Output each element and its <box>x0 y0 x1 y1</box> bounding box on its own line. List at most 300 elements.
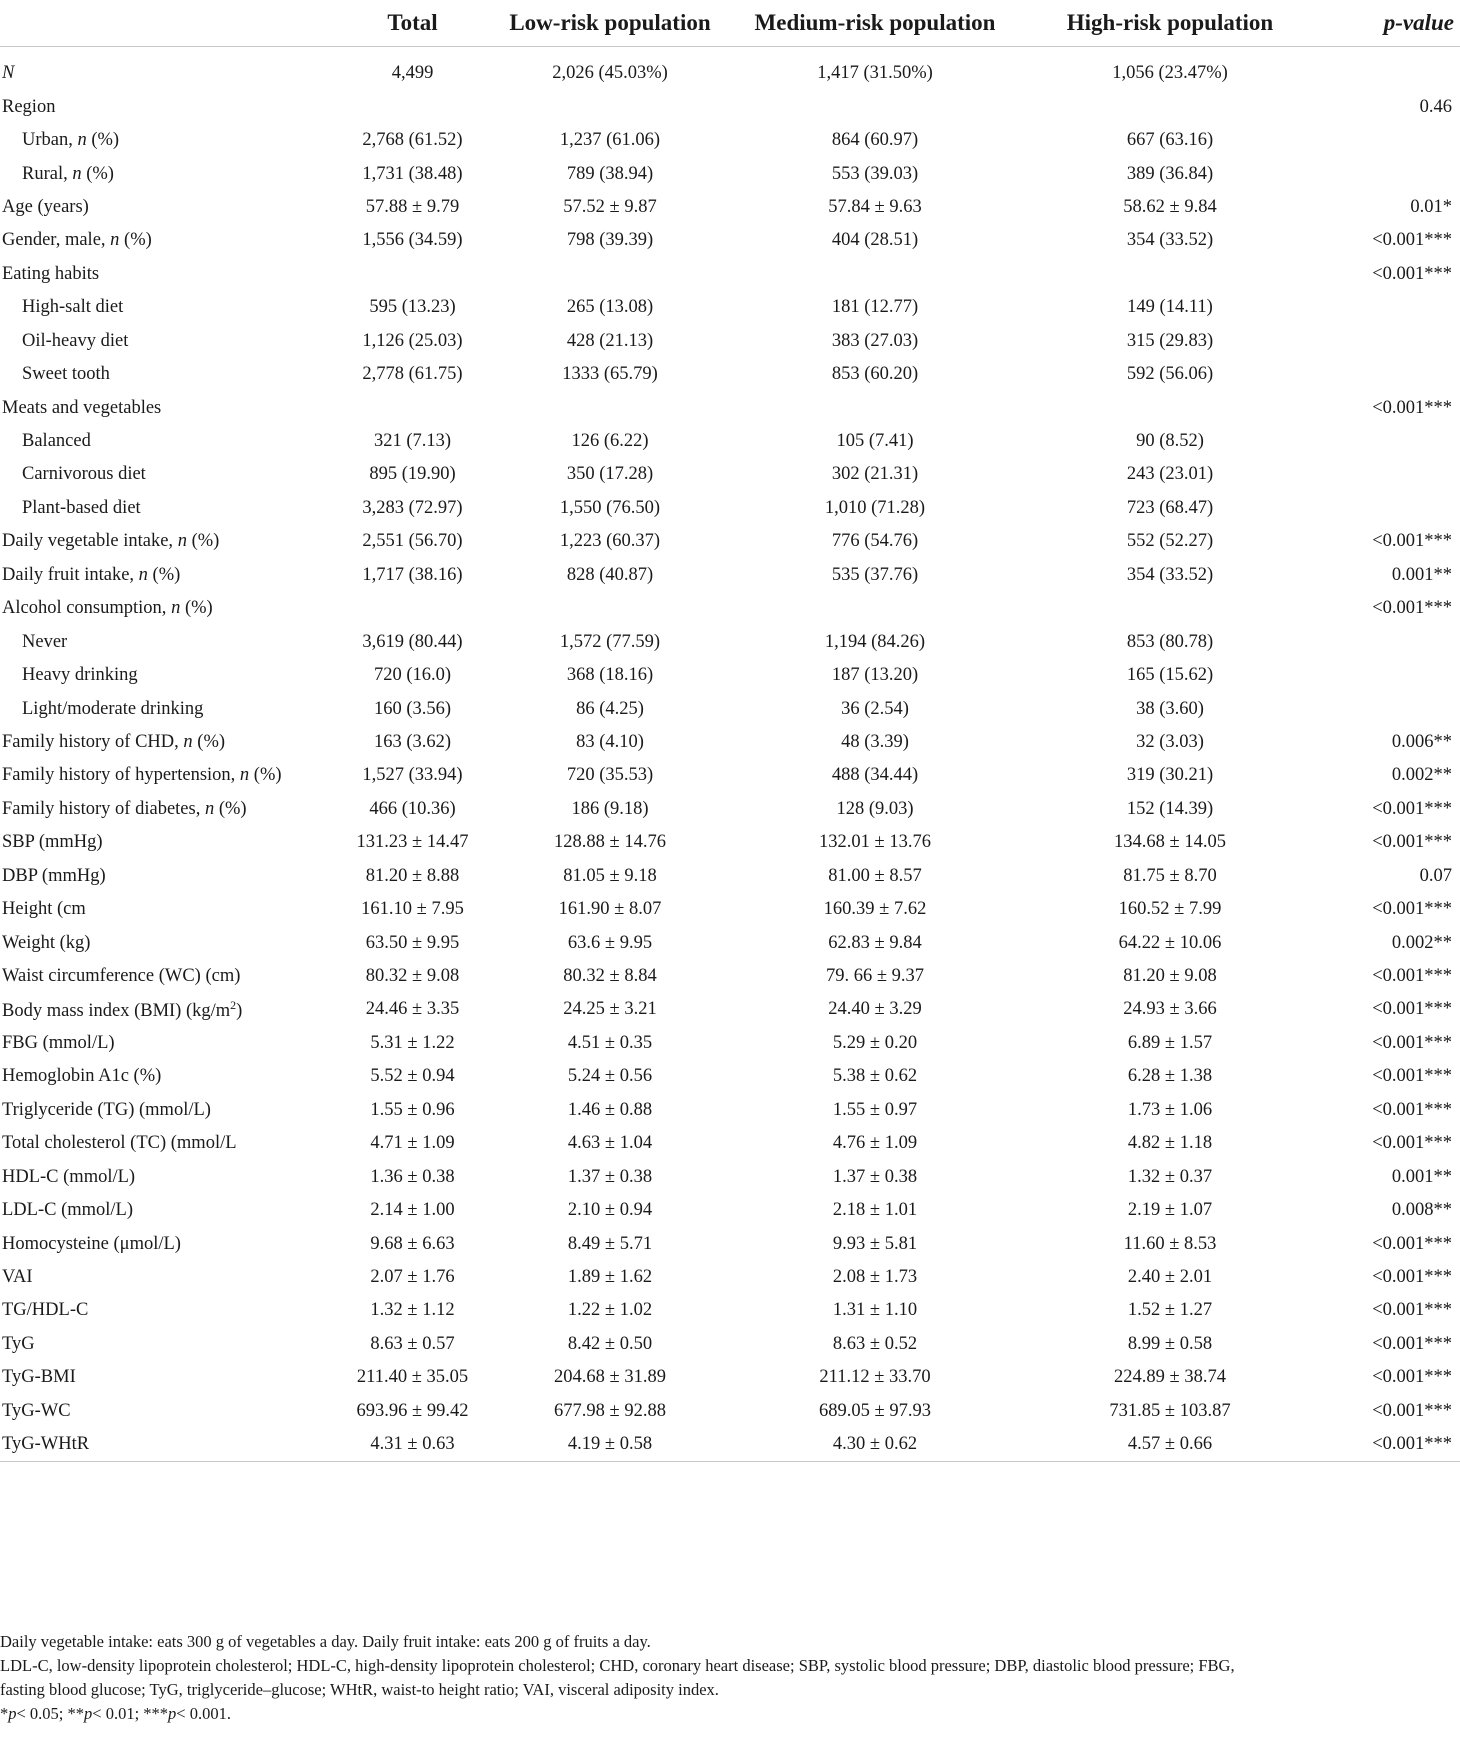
cell-low-risk: 2.10 ± 0.94 <box>567 1200 653 1221</box>
cell-p-value <box>1315 358 1460 391</box>
cell-p-value: 0.008** <box>1391 1200 1452 1221</box>
row-label: TyG-BMI <box>2 1367 76 1388</box>
cell-high-risk: 8.99 ± 0.58 <box>1127 1333 1213 1354</box>
cell-low-risk: 1,237 (61.06) <box>559 130 661 151</box>
cell-low-risk: 368 (18.16) <box>566 665 654 686</box>
cell-high-risk: 1.73 ± 1.06 <box>1127 1099 1213 1120</box>
header-label-column <box>0 0 330 47</box>
row-label: Carnivorous diet <box>22 464 146 485</box>
cell-medium-risk: 211.12 ± 33.70 <box>819 1367 931 1388</box>
table-row <box>0 659 1460 692</box>
cell-total: 2,551 (56.70) <box>362 531 463 552</box>
cell-medium-risk: 553 (39.03) <box>831 163 919 184</box>
cell-medium-risk: 36 (2.54) <box>841 698 909 719</box>
cell-medium-risk: 81.00 ± 8.57 <box>828 865 922 886</box>
row-label: Eating habits <box>2 263 100 284</box>
cell-total: 8.63 ± 0.57 <box>370 1333 455 1354</box>
cell-total: 1,717 (38.16) <box>362 564 463 585</box>
cell-total: 4.71 ± 1.09 <box>370 1133 455 1154</box>
table-row <box>0 960 1460 993</box>
cell-total <box>330 258 495 291</box>
cell-p-value: 0.002** <box>1391 932 1452 953</box>
row-label: Oil-heavy diet <box>22 330 129 351</box>
row-label: Weight (kg) <box>2 932 91 953</box>
cell-low-risk: 789 (38.94) <box>566 163 654 184</box>
table-footnotes <box>0 1630 1460 1726</box>
cell-p-value: <0.001*** <box>1372 1233 1452 1254</box>
cell-high-risk: 90 (8.52) <box>1136 431 1204 452</box>
cell-high-risk: 1.32 ± 0.37 <box>1127 1166 1213 1187</box>
table-row <box>0 1294 1460 1327</box>
cell-medium-risk: 5.29 ± 0.20 <box>832 1032 918 1053</box>
cell-total: 1,126 (25.03) <box>362 330 463 351</box>
table-row <box>0 1160 1460 1193</box>
cell-p-value: <0.001*** <box>1315 1428 1460 1462</box>
cell-p-value <box>1315 425 1460 458</box>
table-row <box>0 1027 1460 1060</box>
cell-low-risk: 4.19 ± 0.58 <box>495 1428 725 1462</box>
table-header <box>0 0 1460 47</box>
cell-total: 160 (3.56) <box>373 698 452 719</box>
cell-high-risk: 243 (23.01) <box>1126 464 1214 485</box>
header-p-value-text: p-value <box>1383 10 1454 35</box>
row-label: HDL-C (mmol/L) <box>2 1166 136 1187</box>
cell-high-risk: 354 (33.52) <box>1126 564 1214 585</box>
row-label: VAI <box>2 1266 33 1287</box>
cell-high-risk <box>1025 391 1315 424</box>
table-row <box>0 559 1460 592</box>
row-label: Light/moderate drinking <box>22 698 204 719</box>
cell-p-value <box>1315 291 1460 324</box>
row-label: N <box>2 63 15 84</box>
table-row <box>0 625 1460 658</box>
cell-low-risk: 428 (21.13) <box>566 330 654 351</box>
table-row <box>0 893 1460 926</box>
row-label: FBG (mmol/L) <box>2 1032 115 1053</box>
row-label: Rural, n (%) <box>22 163 114 184</box>
footnote-line: Daily vegetable intake: eats 300 g of vegetables a day. Daily fruit intake: eats 200 g of fruits a day. <box>0 1632 651 1651</box>
table-row <box>0 458 1460 491</box>
table-row <box>0 57 1460 90</box>
table-row <box>0 358 1460 391</box>
cell-high-risk: 354 (33.52) <box>1126 230 1214 251</box>
cell-p-value: <0.001*** <box>1372 1333 1452 1354</box>
header-p-value <box>1315 0 1460 47</box>
cell-low-risk: 57.52 ± 9.87 <box>563 196 657 217</box>
row-label: Family history of diabetes, n (%) <box>2 798 247 819</box>
cell-high-risk: 160.52 ± 7.99 <box>1118 899 1222 920</box>
cell-p-value: <0.001*** <box>1372 1032 1452 1053</box>
table-row <box>0 391 1460 424</box>
cell-total: 1,527 (33.94) <box>362 765 463 786</box>
row-label: Waist circumference (WC) (cm) <box>2 966 241 987</box>
cell-medium-risk: 4.76 ± 1.09 <box>832 1133 918 1154</box>
table-row <box>0 726 1460 759</box>
cell-high-risk: 552 (52.27) <box>1126 531 1214 552</box>
table-row <box>0 1261 1460 1294</box>
table-row <box>0 826 1460 859</box>
header-high-risk: High-risk population <box>1025 0 1315 47</box>
cell-p-value <box>1315 57 1460 90</box>
cell-p-value: <0.001*** <box>1372 1266 1452 1287</box>
cell-total: 9.68 ± 6.63 <box>370 1233 455 1254</box>
cell-p-value <box>1315 157 1460 190</box>
cell-p-value: <0.001*** <box>1372 899 1452 920</box>
cell-medium-risk: 105 (7.41) <box>836 431 914 452</box>
cell-p-value: <0.001*** <box>1372 1066 1452 1087</box>
cell-total: 57.88 ± 9.79 <box>365 196 460 217</box>
footnote-line: LDL-C, low-density lipoprotein cholesterol; HDL-C, high-density lipoprotein cholesterol; CHD, coronary heart disease; SBP, systolic blood pressure; DBP, diastolic blood pressure; FBG, <box>0 1656 1235 1675</box>
row-label: SBP (mmHg) <box>2 832 103 853</box>
row-label: Daily fruit intake, n (%) <box>2 564 181 585</box>
cell-p-value: 0.46 <box>1419 96 1452 117</box>
cell-p-value: <0.001*** <box>1372 1099 1452 1120</box>
cell-medium-risk <box>725 258 1025 291</box>
cell-total <box>330 592 495 625</box>
cell-medium-risk <box>725 592 1025 625</box>
cell-total: 5.52 ± 0.94 <box>370 1066 455 1087</box>
row-label: Family history of hypertension, n (%) <box>2 765 282 786</box>
cell-high-risk: 64.22 ± 10.06 <box>1118 932 1222 953</box>
cell-low-risk <box>495 258 725 291</box>
cell-medium-risk: 383 (27.03) <box>831 330 919 351</box>
cell-medium-risk: 488 (34.44) <box>831 765 919 786</box>
table-body <box>0 47 1460 1462</box>
row-label: Heavy drinking <box>22 665 138 686</box>
cell-low-risk: 128.88 ± 14.76 <box>554 832 666 853</box>
row-label: Urban, n (%) <box>22 130 120 151</box>
cell-high-risk: 32 (3.03) <box>1136 731 1204 752</box>
row-label: Triglyceride (TG) (mmol/L) <box>2 1099 211 1120</box>
row-label: Family history of CHD, n (%) <box>2 731 226 752</box>
cell-high-risk: 38 (3.60) <box>1136 698 1204 719</box>
cell-medium-risk: 9.93 ± 5.81 <box>832 1233 918 1254</box>
row-label: DBP (mmHg) <box>2 865 106 886</box>
cell-low-risk: 81.05 ± 9.18 <box>563 865 657 886</box>
cell-low-risk: 8.49 ± 5.71 <box>567 1233 653 1254</box>
cell-low-risk <box>495 90 725 123</box>
cell-p-value: <0.001*** <box>1372 230 1452 251</box>
cell-low-risk: 350 (17.28) <box>566 464 654 485</box>
table-row <box>0 759 1460 792</box>
cell-high-risk: 2.19 ± 1.07 <box>1127 1200 1213 1221</box>
cell-low-risk: 265 (13.08) <box>566 297 654 318</box>
cell-medium-risk: 187 (13.20) <box>831 665 919 686</box>
cell-low-risk <box>495 391 725 424</box>
cell-p-value <box>1315 492 1460 525</box>
cell-medium-risk: 160.39 ± 7.62 <box>823 899 927 920</box>
cell-medium-risk <box>725 391 1025 424</box>
cell-low-risk: 1,572 (77.59) <box>559 631 661 652</box>
table-row <box>0 492 1460 525</box>
header-total: Total <box>330 0 495 47</box>
row-label: Alcohol consumption, n (%) <box>2 598 213 619</box>
cell-high-risk: 149 (14.11) <box>1127 297 1213 318</box>
cell-high-risk: 731.85 ± 103.87 <box>1109 1400 1231 1421</box>
cell-p-value: <0.001*** <box>1372 1367 1452 1388</box>
cell-medium-risk: 4.30 ± 0.62 <box>725 1428 1025 1462</box>
cell-high-risk: 6.28 ± 1.38 <box>1127 1066 1213 1087</box>
table-row <box>0 592 1460 625</box>
cell-p-value <box>1315 625 1460 658</box>
cell-medium-risk <box>725 90 1025 123</box>
cell-total: 321 (7.13) <box>373 431 452 452</box>
cell-high-risk: 2.40 ± 2.01 <box>1127 1266 1213 1287</box>
cell-p-value: <0.001*** <box>1372 832 1452 853</box>
cell-low-risk: 63.6 ± 9.95 <box>567 932 653 953</box>
cell-high-risk: 592 (56.06) <box>1126 364 1214 385</box>
table-row <box>0 325 1460 358</box>
table-row <box>0 425 1460 458</box>
cell-p-value: 0.07 <box>1419 865 1452 886</box>
cell-total: 1,556 (34.59) <box>362 230 463 251</box>
header-row <box>0 0 1460 47</box>
cell-medium-risk: 5.38 ± 0.62 <box>832 1066 918 1087</box>
cell-low-risk <box>495 592 725 625</box>
cell-medium-risk: 302 (21.31) <box>831 464 919 485</box>
cell-high-risk: 723 (68.47) <box>1126 497 1214 518</box>
cell-medium-risk: 2.08 ± 1.73 <box>832 1266 918 1287</box>
cell-low-risk: 720 (35.53) <box>566 765 654 786</box>
cell-high-risk: 11.60 ± 8.53 <box>1123 1233 1217 1254</box>
cell-medium-risk: 404 (28.51) <box>831 230 919 251</box>
cell-high-risk: 319 (30.21) <box>1126 765 1214 786</box>
cell-low-risk: 161.90 ± 8.07 <box>558 899 662 920</box>
row-label: Age (years) <box>2 196 89 217</box>
cell-low-risk: 8.42 ± 0.50 <box>567 1333 653 1354</box>
cell-total: 595 (13.23) <box>369 297 456 318</box>
cell-medium-risk: 8.63 ± 0.52 <box>832 1333 918 1354</box>
cell-total: 2.07 ± 1.76 <box>370 1266 455 1287</box>
cell-total: 2,768 (61.52) <box>362 130 463 151</box>
cell-medium-risk: 1.37 ± 0.38 <box>832 1166 918 1187</box>
cell-medium-risk: 62.83 ± 9.84 <box>828 932 922 953</box>
row-label: Meats and vegetables <box>2 397 162 418</box>
cell-low-risk: 126 (6.22) <box>571 431 649 452</box>
row-label: TyG-WC <box>2 1400 71 1421</box>
cell-medium-risk: 1,010 (71.28) <box>824 497 926 518</box>
cell-medium-risk: 864 (60.97) <box>831 130 919 151</box>
row-label: Total cholesterol (TC) (mmol/L <box>2 1133 237 1154</box>
cell-low-risk: 186 (9.18) <box>571 798 649 819</box>
footnote-line: fasting blood glucose; TyG, triglyceride–glucose; WHtR, waist-to height ratio; VAI, visceral adiposity index. <box>0 1680 719 1699</box>
table-row <box>0 1094 1460 1127</box>
cell-high-risk: 6.89 ± 1.57 <box>1127 1032 1213 1053</box>
cell-low-risk: 2,026 (45.03%) <box>552 63 668 84</box>
cell-low-risk: 1,550 (76.50) <box>559 497 661 518</box>
cell-low-risk: 80.32 ± 8.84 <box>563 966 657 987</box>
footnote-line: *p< 0.05; **p< 0.01; ***p< 0.001. <box>0 1704 231 1723</box>
cell-total: 3,283 (72.97) <box>362 497 463 518</box>
cell-p-value: 0.006** <box>1391 731 1452 752</box>
cell-low-risk: 4.51 ± 0.35 <box>567 1032 653 1053</box>
cell-high-risk <box>1025 90 1315 123</box>
cell-medium-risk: 24.40 ± 3.29 <box>828 999 922 1020</box>
cell-total: 211.40 ± 35.05 <box>356 1367 469 1388</box>
cell-total: 2,778 (61.75) <box>362 364 463 385</box>
cell-total: 720 (16.0) <box>373 665 452 686</box>
cell-medium-risk: 181 (12.77) <box>831 297 919 318</box>
cell-high-risk: 224.89 ± 38.74 <box>1114 1367 1226 1388</box>
cell-total: 466 (10.36) <box>369 798 456 819</box>
table-row <box>0 124 1460 157</box>
cell-low-risk: 1.37 ± 0.38 <box>567 1166 653 1187</box>
cell-low-risk: 4.63 ± 1.04 <box>567 1133 653 1154</box>
cell-p-value: <0.001*** <box>1372 1400 1452 1421</box>
row-label: TyG <box>2 1333 35 1354</box>
cell-p-value <box>1315 325 1460 358</box>
cell-medium-risk: 48 (3.39) <box>841 731 909 752</box>
cell-total: 131.23 ± 14.47 <box>356 832 469 853</box>
cell-low-risk: 86 (4.25) <box>576 698 644 719</box>
cell-total: 163 (3.62) <box>373 731 452 752</box>
cell-total: 5.31 ± 1.22 <box>370 1032 455 1053</box>
cell-low-risk: 24.25 ± 3.21 <box>563 999 657 1020</box>
cell-total: 3,619 (80.44) <box>362 631 463 652</box>
cell-high-risk: 134.68 ± 14.05 <box>1114 832 1226 853</box>
row-label: Region <box>2 96 56 117</box>
cell-low-risk: 1,223 (60.37) <box>559 531 661 552</box>
cell-total <box>330 90 495 123</box>
cell-high-risk: 315 (29.83) <box>1126 330 1214 351</box>
table-spacer <box>0 47 1460 58</box>
table-row <box>0 1127 1460 1160</box>
cell-p-value: <0.001*** <box>1372 798 1452 819</box>
cell-p-value: <0.001*** <box>1372 966 1452 987</box>
cell-total: 24.46 ± 3.35 <box>365 999 460 1020</box>
row-label: Sweet tooth <box>22 364 110 385</box>
row-label: LDL-C (mmol/L) <box>2 1200 134 1221</box>
cell-low-risk: 1333 (65.79) <box>562 364 658 385</box>
cell-p-value: 0.001** <box>1391 1166 1452 1187</box>
cell-high-risk: 4.82 ± 1.18 <box>1127 1133 1213 1154</box>
table-row <box>0 1060 1460 1093</box>
cell-p-value: <0.001*** <box>1372 1300 1452 1321</box>
cell-medium-risk: 2.18 ± 1.01 <box>832 1200 918 1221</box>
table-row <box>0 1361 1460 1394</box>
cell-p-value <box>1315 692 1460 725</box>
cell-total <box>330 391 495 424</box>
cell-p-value: <0.001*** <box>1372 531 1452 552</box>
cell-low-risk: 677.98 ± 92.88 <box>554 1400 666 1421</box>
cell-high-risk: 165 (15.62) <box>1126 665 1214 686</box>
cell-high-risk: 58.62 ± 9.84 <box>1123 196 1217 217</box>
row-label: Balanced <box>22 431 91 452</box>
cell-total: 1.55 ± 0.96 <box>370 1099 455 1120</box>
cell-p-value: 0.01* <box>1410 196 1452 217</box>
cell-p-value: <0.001*** <box>1372 397 1452 418</box>
row-label: TyG-WHtR <box>0 1428 330 1462</box>
cell-low-risk: 828 (40.87) <box>566 564 654 585</box>
cell-total: 1,731 (38.48) <box>362 163 463 184</box>
row-label: Gender, male, n (%) <box>2 230 152 251</box>
table-row <box>0 157 1460 190</box>
cell-high-risk: 24.93 ± 3.66 <box>1123 999 1217 1020</box>
cell-high-risk: 81.20 ± 9.08 <box>1123 966 1217 987</box>
cell-p-value: <0.001*** <box>1372 263 1452 284</box>
table-row <box>0 926 1460 959</box>
header-low-risk: Low-risk population <box>495 0 725 47</box>
cell-medium-risk: 1.31 ± 1.10 <box>832 1300 918 1321</box>
cell-p-value: <0.001*** <box>1372 1133 1452 1154</box>
spacer-cell <box>0 47 1460 58</box>
cell-high-risk: 389 (36.84) <box>1126 163 1214 184</box>
cell-high-risk: 81.75 ± 8.70 <box>1123 865 1217 886</box>
table-row <box>0 692 1460 725</box>
cell-medium-risk: 776 (54.76) <box>831 531 919 552</box>
cell-p-value <box>1315 659 1460 692</box>
cell-low-risk: 5.24 ± 0.56 <box>567 1066 653 1087</box>
table-row <box>0 1328 1460 1361</box>
row-label: Never <box>22 631 68 652</box>
cell-high-risk: 667 (63.16) <box>1126 130 1214 151</box>
table-row <box>0 90 1460 123</box>
cell-total: 895 (19.90) <box>369 464 456 485</box>
cell-medium-risk: 689.05 ± 97.93 <box>819 1400 931 1421</box>
cell-p-value: <0.001*** <box>1372 999 1452 1020</box>
cell-total: 4.31 ± 0.63 <box>330 1428 495 1462</box>
cell-p-value <box>1315 124 1460 157</box>
cell-low-risk: 1.46 ± 0.88 <box>567 1099 653 1120</box>
table-row <box>0 793 1460 826</box>
cell-medium-risk: 79. 66 ± 9.37 <box>825 966 925 987</box>
cell-total: 161.10 ± 7.95 <box>361 899 464 920</box>
cell-low-risk: 204.68 ± 31.89 <box>554 1367 666 1388</box>
cell-medium-risk: 57.84 ± 9.63 <box>828 196 922 217</box>
table-row <box>0 1194 1460 1227</box>
cell-low-risk: 83 (4.10) <box>576 731 644 752</box>
cell-total: 63.50 ± 9.95 <box>365 932 460 953</box>
row-label: Height (cm <box>2 899 86 920</box>
cell-medium-risk: 128 (9.03) <box>836 798 914 819</box>
row-label: Homocysteine (μmol/L) <box>2 1233 181 1254</box>
table-row <box>0 860 1460 893</box>
cell-medium-risk: 535 (37.76) <box>831 564 919 585</box>
row-label: TG/HDL-C <box>2 1300 89 1321</box>
cell-total: 4,499 <box>391 63 434 84</box>
cell-high-risk: 4.57 ± 0.66 <box>1025 1428 1315 1462</box>
row-label: High-salt diet <box>22 297 124 318</box>
cell-high-risk: 1.52 ± 1.27 <box>1127 1300 1213 1321</box>
cell-low-risk: 1.89 ± 1.62 <box>567 1266 653 1287</box>
cell-low-risk: 798 (39.39) <box>566 230 654 251</box>
cell-medium-risk: 853 (60.20) <box>831 364 919 385</box>
cell-total: 80.32 ± 9.08 <box>365 966 460 987</box>
header-medium-risk: Medium-risk population <box>725 0 1025 47</box>
cell-high-risk: 152 (14.39) <box>1126 798 1214 819</box>
cell-low-risk: 1.22 ± 1.02 <box>567 1300 653 1321</box>
cell-medium-risk: 132.01 ± 13.76 <box>819 832 931 853</box>
cell-total: 81.20 ± 8.88 <box>365 865 460 886</box>
table-row <box>0 258 1460 291</box>
row-label: Body mass index (BMI) $(kg/m^2)$ <box>2 997 243 1022</box>
cell-high-risk: 1,056 (23.47%) <box>1112 63 1228 84</box>
cell-medium-risk: 1,417 (31.50%) <box>817 63 933 84</box>
row-label: Plant-based diet <box>22 497 141 518</box>
cell-total: 1.32 ± 1.12 <box>370 1300 455 1321</box>
table-row <box>0 224 1460 257</box>
table-row <box>0 291 1460 324</box>
cell-high-risk <box>1025 592 1315 625</box>
table-row <box>0 1395 1460 1428</box>
cell-high-risk: 853 (80.78) <box>1126 631 1214 652</box>
row-label: Hemoglobin A1c (%) <box>2 1066 162 1087</box>
cell-high-risk <box>1025 258 1315 291</box>
cell-total: 1.36 ± 0.38 <box>370 1166 455 1187</box>
table-row <box>0 525 1460 558</box>
table-row <box>0 1227 1460 1260</box>
cell-p-value <box>1315 458 1460 491</box>
